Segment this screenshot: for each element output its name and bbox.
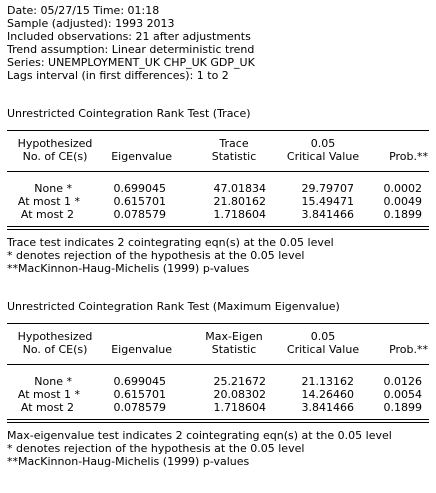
series-line: Series: UNEMPLOYMENT_UK CHP_UK GDP_UK	[7, 56, 255, 69]
lags-line: Lags interval (in first differences): 1 to 2	[7, 69, 229, 82]
trace-header-prob: Prob.**	[389, 150, 428, 163]
trace-row-cv: 29.79707	[301, 182, 354, 195]
maxeig-row-stat: 20.08302	[213, 388, 266, 401]
maxeig-top-rule	[7, 323, 429, 324]
trace-row-hyp: At most 2	[20, 208, 74, 221]
trace-note-rejection: * denotes rejection of the hypothesis at the 0.05 level	[7, 249, 305, 262]
maxeig-header-cv-1: 0.05	[310, 330, 336, 343]
maxeig-bottom-rule	[7, 419, 429, 423]
maxeig-header-stat-1: Max-Eigen	[205, 330, 263, 343]
trace-row-cv: 15.49471	[301, 195, 354, 208]
maxeig-row-cv: 3.841466	[301, 401, 354, 414]
observations-line: Included observations: 21 after adjustments	[7, 30, 251, 43]
maxeig-row-eigen: 0.699045	[113, 375, 166, 388]
maxeig-header-stat-2: Statistic	[211, 343, 257, 356]
maxeig-header-rule	[7, 364, 429, 365]
trace-header-rule	[7, 171, 429, 172]
maxeig-header-prob: Prob.**	[389, 343, 428, 356]
trace-row-cv: 3.841466	[301, 208, 354, 221]
maxeig-row-prob: 0.0054	[383, 388, 422, 401]
maxeig-row-cv: 21.13162	[301, 375, 354, 388]
maxeig-row-prob: 0.1899	[383, 401, 422, 414]
maxeig-row-cv: 14.26460	[301, 388, 354, 401]
trend-line: Trend assumption: Linear deterministic trend	[7, 43, 255, 56]
maxeig-note-rejection: * denotes rejection of the hypothesis at the 0.05 level	[7, 442, 305, 455]
trace-header-stat-1: Trace	[219, 137, 249, 150]
trace-row-hyp: None *	[34, 182, 72, 195]
trace-row-eigen: 0.699045	[113, 182, 166, 195]
maxeig-header-cv-2: Critical Value	[286, 343, 360, 356]
trace-note-pvalues: **MacKinnon-Haug-Michelis (1999) p-values	[7, 262, 250, 275]
maxeig-title: Unrestricted Cointegration Rank Test (Maximum Eigenvalue)	[7, 300, 340, 313]
maxeig-row-eigen: 0.615701	[113, 388, 166, 401]
trace-header-hyp-1: Hypothesized	[17, 137, 93, 150]
maxeig-note-result: Max-eigenvalue test indicates 2 cointegrating eqn(s) at the 0.05 level	[7, 429, 392, 442]
trace-row-stat: 47.01834	[213, 182, 266, 195]
trace-top-rule	[7, 130, 429, 131]
trace-header-hyp-2: No. of CE(s)	[22, 150, 88, 163]
maxeig-row-hyp: None *	[34, 375, 72, 388]
trace-row-stat: 1.718604	[213, 208, 266, 221]
trace-row-hyp: At most 1 *	[17, 195, 80, 208]
trace-row-prob: 0.1899	[383, 208, 422, 221]
maxeig-header-hyp-1: Hypothesized	[17, 330, 93, 343]
maxeig-row-hyp: At most 2	[20, 401, 74, 414]
maxeig-header-eigen: Eigenvalue	[111, 343, 172, 356]
maxeig-note-pvalues: **MacKinnon-Haug-Michelis (1999) p-values	[7, 455, 250, 468]
maxeig-row-eigen: 0.078579	[113, 401, 166, 414]
trace-row-eigen: 0.078579	[113, 208, 166, 221]
trace-header-cv-1: 0.05	[310, 137, 336, 150]
trace-note-result: Trace test indicates 2 cointegrating eqn(s) at the 0.05 level	[7, 236, 334, 249]
maxeig-row-stat: 25.21672	[213, 375, 266, 388]
trace-row-prob: 0.0049	[383, 195, 422, 208]
trace-row-prob: 0.0002	[383, 182, 422, 195]
maxeig-header-hyp-2: No. of CE(s)	[22, 343, 88, 356]
maxeig-row-prob: 0.0126	[383, 375, 422, 388]
trace-row-stat: 21.80162	[213, 195, 266, 208]
maxeig-row-stat: 1.718604	[213, 401, 266, 414]
date-time-line: Date: 05/27/15 Time: 01:18	[7, 4, 160, 17]
trace-header-cv-2: Critical Value	[286, 150, 360, 163]
maxeig-row-hyp: At most 1 *	[17, 388, 80, 401]
trace-header-stat-2: Statistic	[211, 150, 257, 163]
trace-row-eigen: 0.615701	[113, 195, 166, 208]
trace-bottom-rule	[7, 226, 429, 230]
sample-line: Sample (adjusted): 1993 2013	[7, 17, 175, 30]
trace-title: Unrestricted Cointegration Rank Test (Trace)	[7, 107, 251, 120]
trace-header-eigen: Eigenvalue	[111, 150, 172, 163]
